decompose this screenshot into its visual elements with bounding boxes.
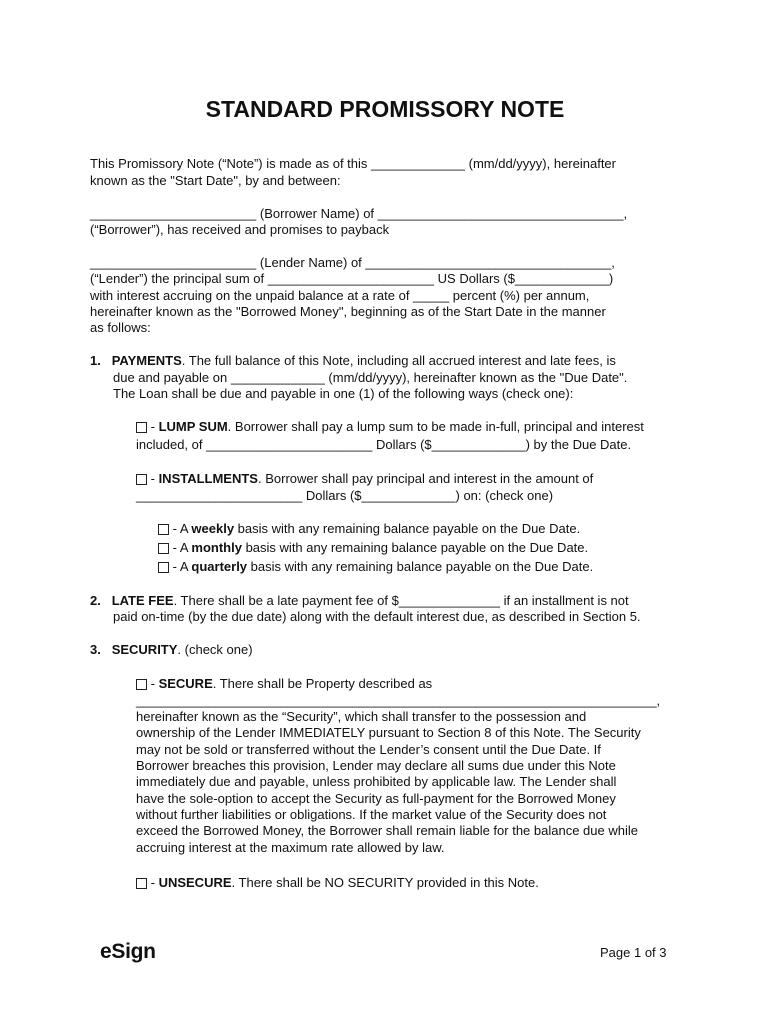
section-3-heading: SECURITY: [111, 642, 178, 657]
lump-sum-label: LUMP SUM: [158, 419, 228, 434]
section-2-number: 2.: [90, 593, 101, 608]
monthly-label: monthly: [191, 540, 242, 555]
installments-text: . Borrower shall pay principal and interest in the amount of: [257, 471, 594, 486]
document-title: STANDARD PROMISSORY NOTE: [205, 96, 565, 122]
section-2-heading: LATE FEE: [111, 593, 174, 608]
section-1-number: 1.: [90, 353, 101, 368]
checkbox-dash: -: [147, 676, 159, 691]
secure-line: ownership of the Lender IMMEDIATELY pursuant to Section 8 of this Note. The Security: [136, 725, 641, 740]
lump-sum-option: [136, 419, 644, 435]
unsecure-checkbox[interactable]: [136, 878, 147, 889]
section-1-heading: PAYMENTS: [111, 353, 182, 368]
unsecure-option: [136, 875, 539, 891]
secure-text: . There shall be Property described as: [212, 676, 433, 691]
monthly-option: - A monthly basis with any remaining balance payable on the Due Date.: [158, 540, 588, 556]
intro-line-2: known as the "Start Date", by and between:: [90, 173, 341, 188]
checkbox-dash: -: [147, 875, 159, 890]
installments-checkbox[interactable]: [136, 474, 147, 485]
secure-label: SECURE: [158, 676, 213, 691]
section-1-heading-line: [90, 353, 616, 369]
secure-line: ________________________________________________________________________,: [136, 693, 661, 708]
weekly-checkbox[interactable]: [158, 524, 169, 535]
esign-logo: eSign: [100, 940, 156, 963]
section-2-text: . There shall be a late payment fee of $______________ if an installment is not: [173, 593, 629, 608]
unsecure-text: . There shall be NO SECURITY provided in this Note.: [231, 875, 539, 890]
borrower-line-1: _______________________ (Borrower Name) of __________________________________,: [90, 206, 628, 221]
secure-line: hereinafter known as the “Security”, which shall transfer to the possession and: [136, 709, 587, 724]
section-1-line-2: due and payable on _____________ (mm/dd/yyyy), hereinafter known as the "Due Date".: [113, 370, 628, 385]
secure-line: Borrower breaches this provision, Lender may declare all sums due under this Note: [136, 758, 616, 773]
intro-line-1: This Promissory Note (“Note”) is made as of this _____________ (mm/dd/yyyy), hereinafter: [90, 156, 616, 171]
checkbox-dash: -: [147, 419, 159, 434]
lump-sum-line-2: included, of _______________________ Dollars ($_____________) by the Due Date.: [136, 437, 632, 452]
secure-line: exceed the Borrowed Money, the Borrower shall remain liable for the balance due while: [136, 823, 638, 838]
section-3-number: 3.: [90, 642, 101, 657]
monthly-checkbox[interactable]: [158, 543, 169, 554]
installments-option: [136, 471, 593, 487]
lender-line-1: _______________________ (Lender Name) of __________________________________,: [90, 255, 615, 270]
page-number: Page 1 of 3: [600, 945, 667, 960]
lender-line-4: hereinafter known as the "Borrowed Money", beginning as of the Start Date in the manner: [90, 304, 606, 319]
borrower-line-2: (“Borrower”), has received and promises to payback: [90, 222, 390, 237]
secure-line: accruing interest at the maximum rate allowed by law.: [136, 840, 445, 855]
secure-option: [136, 676, 432, 692]
checkbox-dash: -: [147, 471, 159, 486]
secure-line: immediately due and payable, unless prohibited by applicable law. The Lender shall: [136, 774, 617, 789]
section-3-heading-line: [90, 642, 253, 658]
weekly-option: - A weekly basis with any remaining balance payable on the Due Date.: [158, 521, 580, 537]
secure-line: without further liabilities or obligations. If the market value of the Security does not: [136, 807, 607, 822]
lender-line-5: as follows:: [90, 320, 151, 335]
lump-sum-checkbox[interactable]: [136, 422, 147, 433]
unsecure-label: UNSECURE: [158, 875, 232, 890]
weekly-label: weekly: [191, 521, 235, 536]
secure-line: may not be sold or transferred without the Lender’s consent until the Due Date. If: [136, 742, 601, 757]
section-1-line-3: The Loan shall be due and payable in one (1) of the following ways (check one):: [113, 386, 574, 401]
section-1-text: . The full balance of this Note, including all accrued interest and late fees, is: [181, 353, 616, 368]
lender-line-2: (“Lender”) the principal sum of _______________________ US Dollars ($_____________): [90, 271, 614, 286]
installments-label: INSTALLMENTS: [158, 471, 258, 486]
section-2-line-2: paid on-time (by the due date) along with the default interest due, as described in Section 5.: [113, 609, 641, 624]
lender-line-3: with interest accruing on the unpaid balance at a rate of _____ percent (%) per annum,: [90, 288, 590, 303]
secure-line: have the sole-option to accept the Security as full-payment for the Borrowed Money: [136, 791, 616, 806]
section-2-heading-line: [90, 593, 629, 609]
quarterly-option: - A quarterly basis with any remaining balance payable on the Due Date.: [158, 559, 593, 575]
section-3-text: . (check one): [177, 642, 253, 657]
installments-line-2: _______________________ Dollars ($_____________) on: (check one): [136, 488, 554, 503]
quarterly-checkbox[interactable]: [158, 562, 169, 573]
lump-sum-text: . Borrower shall pay a lump sum to be made in-full, principal and interest: [227, 419, 644, 434]
secure-checkbox[interactable]: [136, 679, 147, 690]
quarterly-label: quarterly: [191, 559, 248, 574]
